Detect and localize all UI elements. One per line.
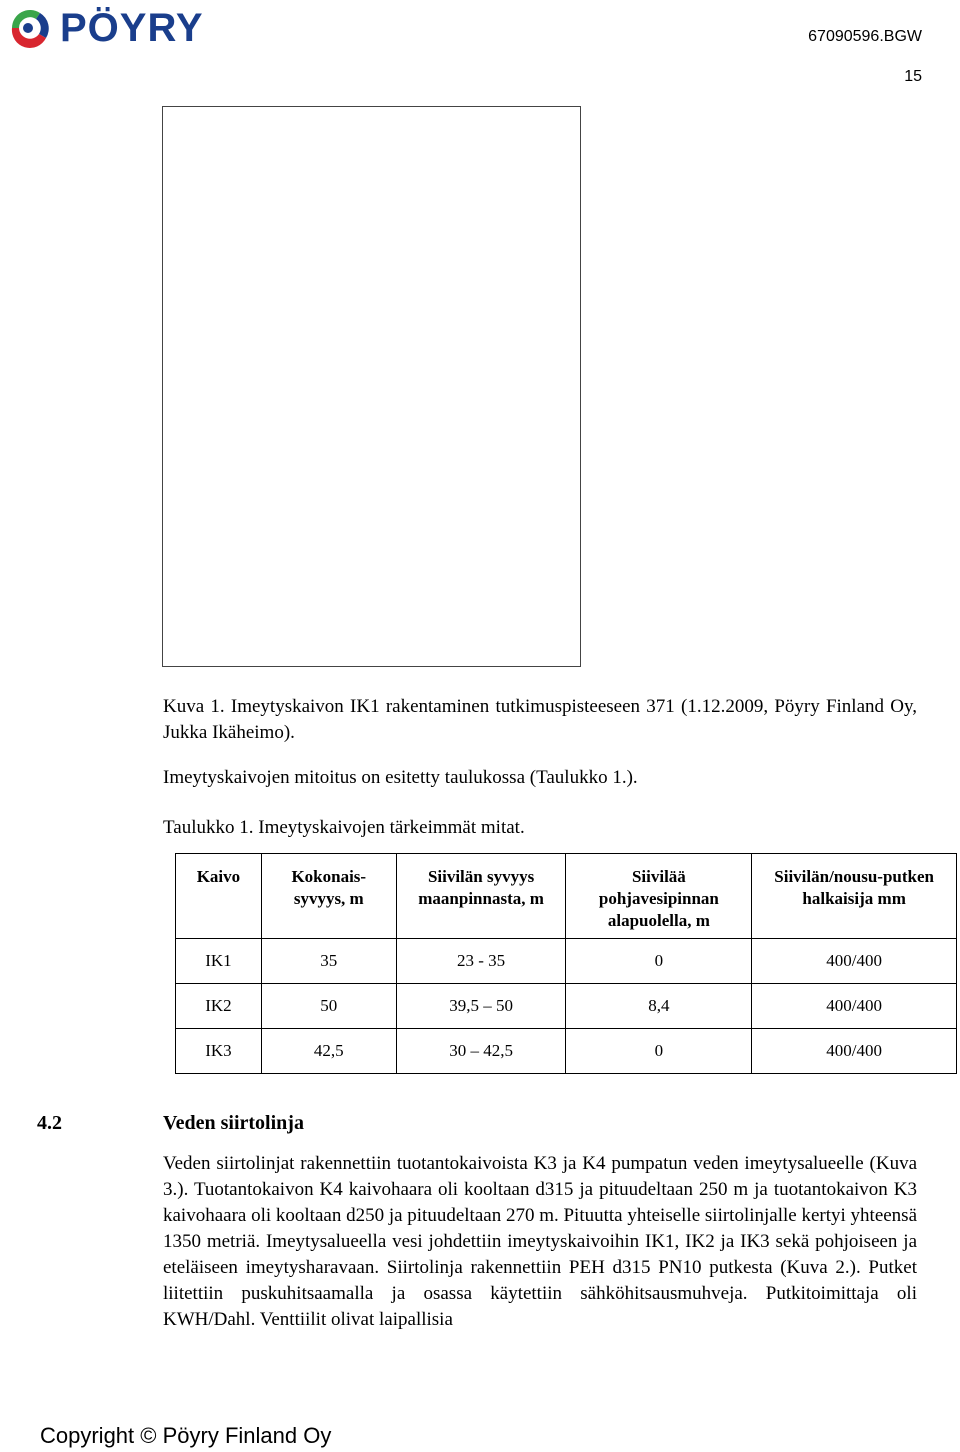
- footer-copyright: Copyright © Pöyry Finland Oy: [40, 1423, 332, 1448]
- table-row: [176, 939, 957, 984]
- section-heading: [37, 1112, 304, 1135]
- table-cell: 23 - 35: [396, 939, 566, 984]
- page-number: 15: [904, 68, 922, 85]
- table-cell: 35: [261, 939, 396, 984]
- poyry-swirl-icon: [6, 6, 54, 50]
- header-diameter: Siivilän/nousu-putken halkaisija mm: [752, 854, 957, 939]
- table-cell: 400/400: [752, 984, 957, 1029]
- dimensions-table: [175, 853, 957, 1074]
- poyry-logo: [6, 6, 204, 50]
- table-cell: IK2: [176, 984, 262, 1029]
- table-row: [176, 1029, 957, 1074]
- figure-image-placeholder: [162, 106, 581, 667]
- figure-caption: Kuva 1. Imeytyskaivon IK1 rakentaminen tutkimuspisteeseen 371 (1.12.2009, Pöyry Finland Oy, Jukka Ikäheimo).: [163, 696, 917, 743]
- table-cell: 400/400: [752, 939, 957, 984]
- table-cell: 39,5 – 50: [396, 984, 566, 1029]
- table-cell: 400/400: [752, 1029, 957, 1074]
- table-cell: IK3: [176, 1029, 262, 1074]
- table-cell: 0: [566, 1029, 752, 1074]
- table-cell: 0: [566, 939, 752, 984]
- table-cell: 42,5: [261, 1029, 396, 1074]
- table-cell: 50: [261, 984, 396, 1029]
- table-cell: 8,4: [566, 984, 752, 1029]
- table-header-row: [176, 854, 957, 939]
- table-caption: Taulukko 1. Imeytyskaivojen tärkeimmät mitat.: [163, 817, 525, 838]
- table-cell: 30 – 42,5: [396, 1029, 566, 1074]
- intro-paragraph: Imeytyskaivojen mitoitus on esitetty taulukossa (Taulukko 1.).: [163, 767, 638, 788]
- header-below-groundwater: Siivilää pohjavesipinnan alapuolella, m: [566, 854, 752, 939]
- table-cell: IK1: [176, 939, 262, 984]
- section-body: Veden siirtolinjat rakennettiin tuotantokaivoista K3 ja K4 pumpatun veden imeytysalueelle (Kuva 3.). Tuotantokaivon K4 kaivohaara oli kooltaan d315 ja pituudeltaan 250 m ja tuotantokaivon K3 kaivohaara oli kooltaan d250 ja pituudeltaan 270 m. Pituutta yhteiselle siirtolinjalle kertyi yhteensä 1350 metriä. Imeytysalueella vesi johdettiin imeytyskaivoihin IK1, IK2 ja IK3 sekä pohjoiseen ja eteläiseen imeytysharavaan. Siirtolinja rakennettiin PEH d315 PN10 putkesta (Kuva 2.). Putket liitettiin puskuhitsaamalla ja osassa käytettiin sähköhitsausmuhveja. Putkitoimittaja oli KWH/Dahl. Venttiilit olivat laipallisia: [163, 1153, 918, 1330]
- logo-wordmark: PÖYRY: [60, 6, 204, 50]
- header-screen-depth: Siivilän syvyys maanpinnasta, m: [396, 854, 566, 939]
- section-number: 4.2: [37, 1112, 62, 1134]
- section-title: Veden siirtolinja: [163, 1112, 304, 1134]
- header-kaivo: Kaivo: [176, 854, 262, 939]
- document-id: 67090596.BGW: [808, 28, 922, 45]
- header-total-depth: Kokonais-syvyys, m: [261, 854, 396, 939]
- table-row: [176, 984, 957, 1029]
